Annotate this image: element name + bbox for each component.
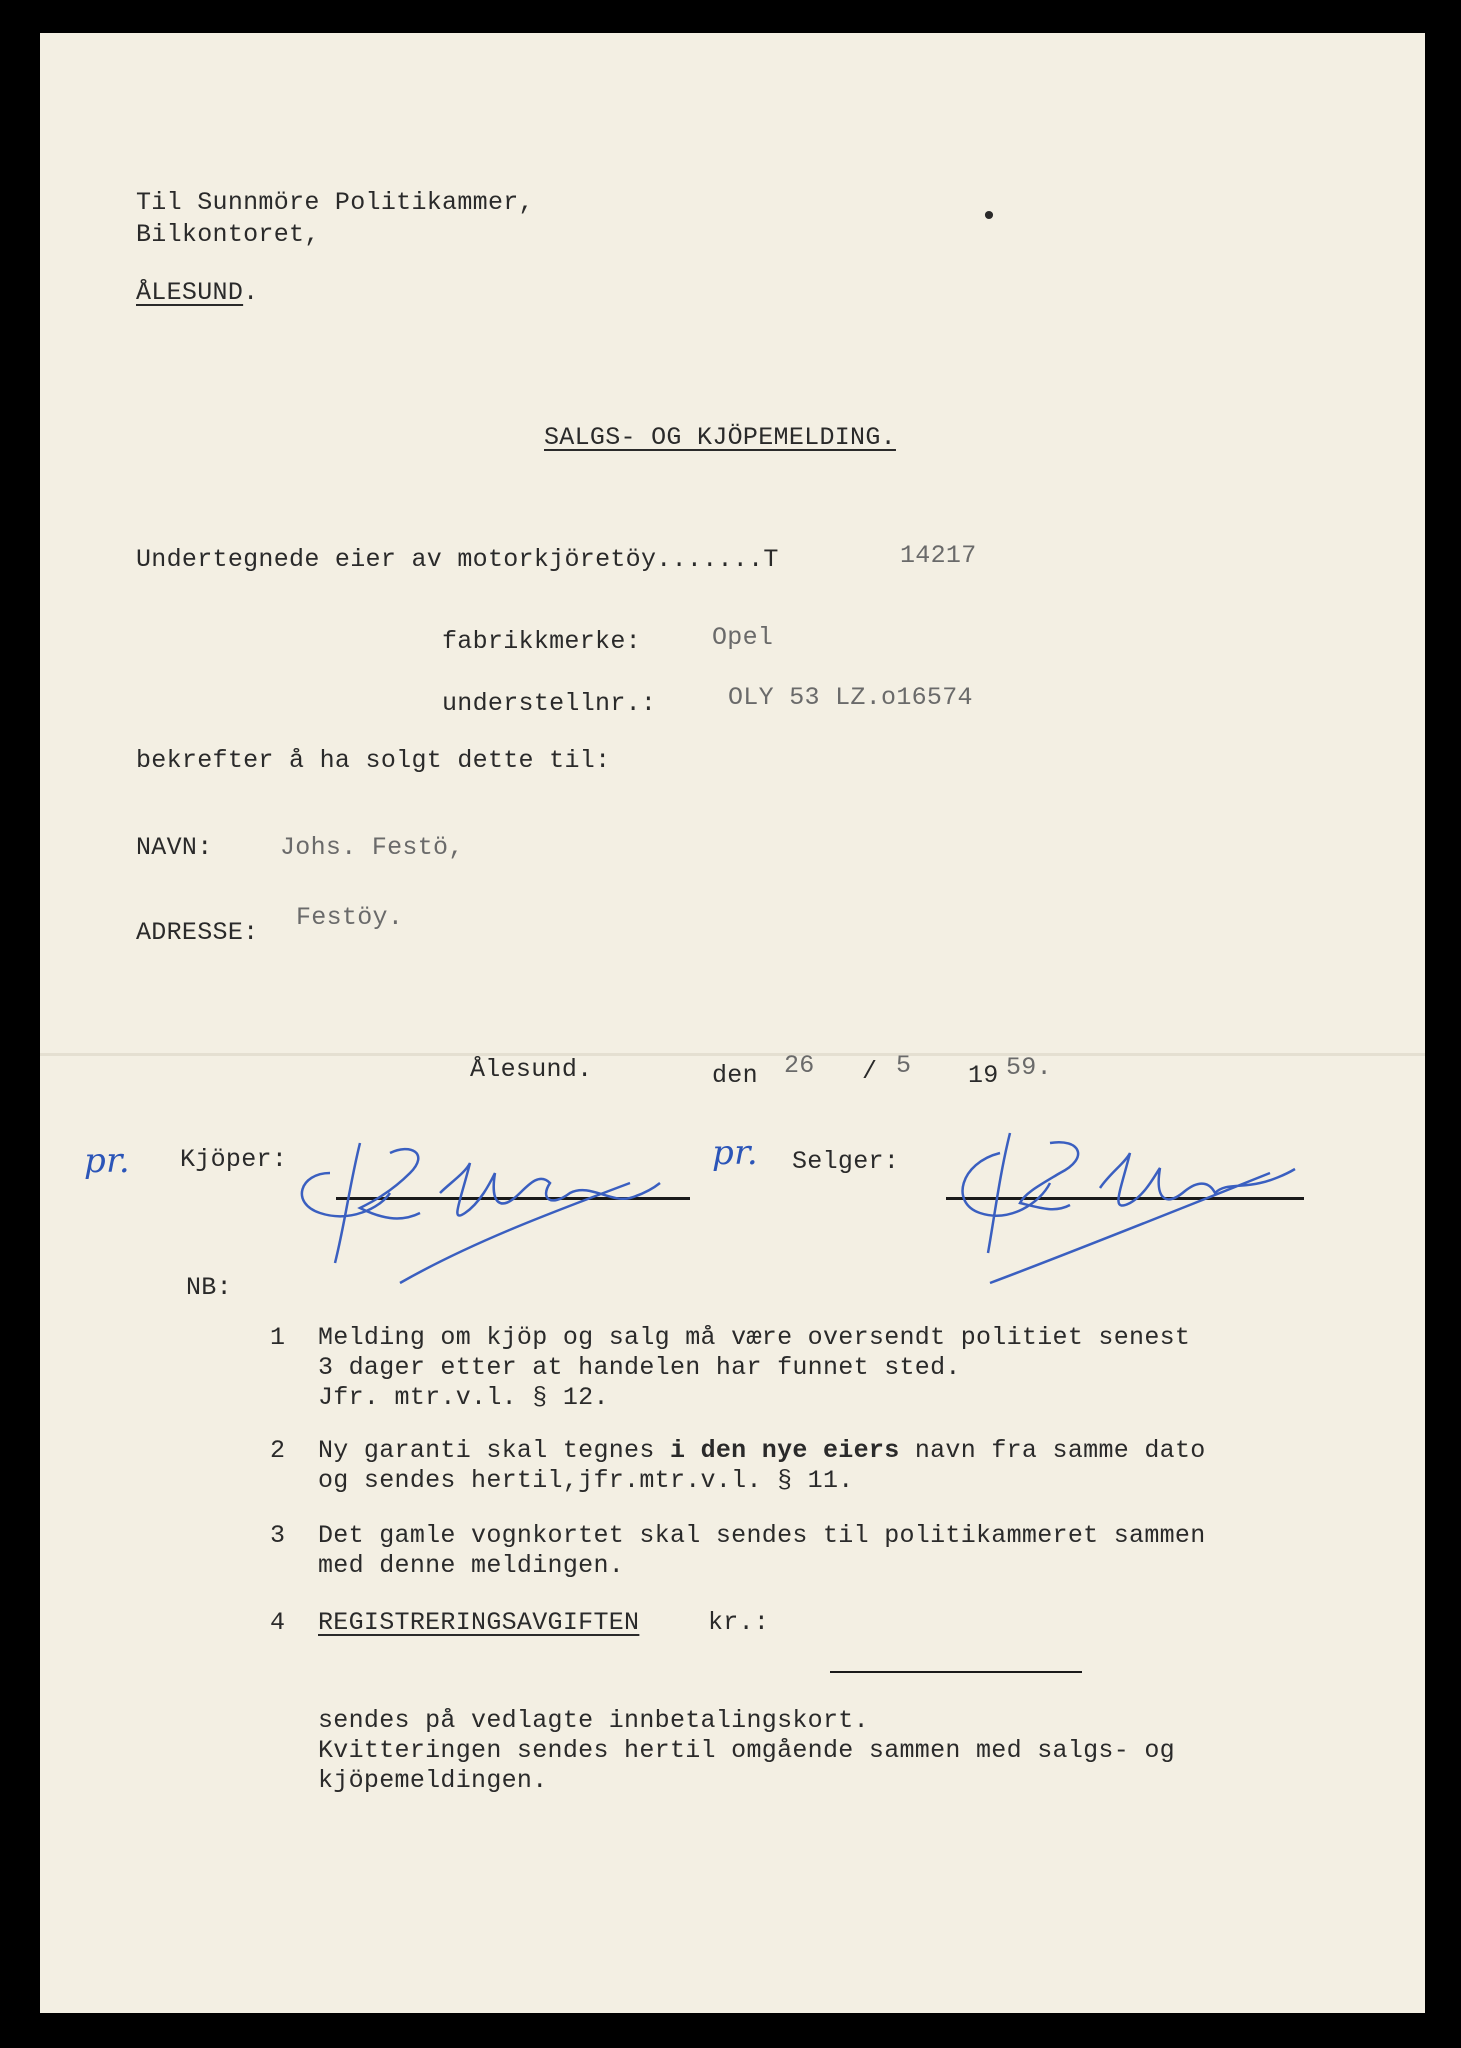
date-month: 5 [896, 1051, 912, 1080]
owner-label: Undertegnede eier av motorkjöretöy.......T [136, 545, 779, 574]
fee-amount-line [830, 1671, 1082, 1673]
date-day: 26 [784, 1051, 815, 1080]
registration-number: 14217 [900, 541, 977, 570]
date-separator: / [862, 1057, 878, 1086]
make-label: fabrikkmerke: [442, 627, 641, 656]
note-4-number: 4 [270, 1608, 286, 1637]
fold-line [40, 1053, 1425, 1056]
ink-speck: • [980, 201, 999, 235]
note-3-number: 3 [270, 1521, 286, 1550]
buyer-label: Kjöper: [180, 1145, 288, 1174]
sold-to-label: bekrefter å ha solgt dette til: [136, 746, 611, 775]
buyer-prefix: pr. [84, 1141, 130, 1181]
notes-label: NB: [186, 1273, 232, 1302]
date-century: 19 [968, 1061, 999, 1090]
note-2-text-a: Ny garanti skal tegnes [318, 1436, 670, 1465]
buyer-signature [290, 1113, 710, 1303]
note-2-line-1 [318, 1436, 1206, 1465]
note-3-line-1: Det gamle vognkortet skal sendes til politikammeret sammen [318, 1521, 1206, 1550]
city-heading [136, 278, 258, 307]
note-4-suffix: kr.: [708, 1608, 770, 1637]
name-value: Johs. Festö, [280, 833, 464, 862]
document-page [40, 33, 1425, 2013]
city-name: ÅLESUND [136, 278, 244, 307]
chassis-label: understellnr.: [442, 689, 657, 718]
addressee-line-2: Bilkontoret, [136, 220, 320, 249]
footer-line-1: sendes på vedlagte innbetalingskort. [318, 1706, 869, 1735]
note-2-text-bold: i den nye eiers [669, 1436, 900, 1465]
chassis-value: OLY 53 LZ.o16574 [728, 683, 973, 712]
note-2-text-b: navn fra samme dato [899, 1436, 1206, 1465]
make-value: Opel [712, 623, 774, 652]
city-suffix: . [243, 278, 259, 307]
document-title: SALGS- OG KJÖPEMELDING. [544, 423, 896, 452]
date-den: den [712, 1061, 758, 1090]
footer-line-3: kjöpemeldingen. [318, 1766, 548, 1795]
address-label: ADRESSE: [136, 918, 259, 947]
note-3-line-2: med denne meldingen. [318, 1551, 625, 1580]
note-1-number: 1 [270, 1323, 286, 1352]
note-1-line-2: 3 dager etter at handelen har funnet sted. [318, 1353, 961, 1382]
address-value: Festöy. [296, 903, 404, 932]
note-1-line-3: Jfr. mtr.v.l. § 12. [318, 1383, 609, 1412]
note-2-number: 2 [270, 1436, 286, 1465]
addressee-line-1: Til Sunnmöre Politikammer, [136, 188, 534, 217]
note-1-line-1: Melding om kjöp og salg må være oversendt politiet senest [318, 1323, 1191, 1352]
note-2-line-2: og sendes hertil,jfr.mtr.v.l. § 11. [318, 1466, 854, 1495]
footer-line-2: Kvitteringen sendes hertil omgående sammen med salgs- og [318, 1736, 1175, 1765]
note-4-heading: REGISTRERINGSAVGIFTEN [318, 1608, 640, 1637]
date-year: 59. [1006, 1053, 1052, 1082]
seller-label: Selger: [792, 1147, 900, 1176]
date-place: Ålesund. [470, 1055, 593, 1084]
seller-signature [940, 1113, 1320, 1303]
seller-prefix: pr. [712, 1133, 758, 1173]
name-label: NAVN: [136, 833, 213, 862]
